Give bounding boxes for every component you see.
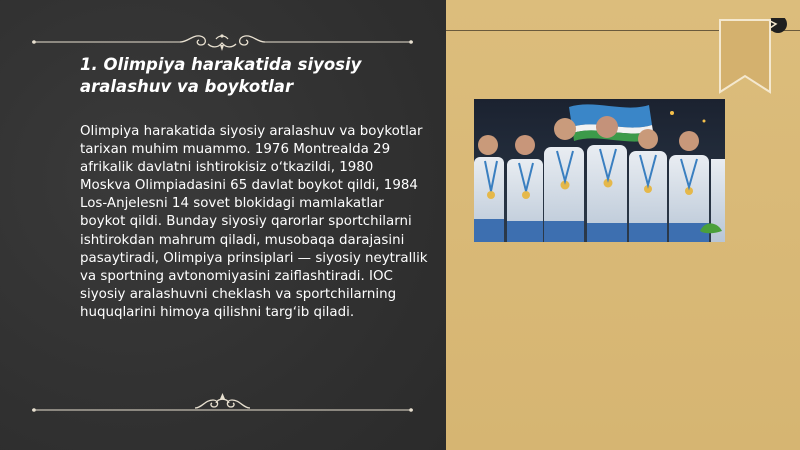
athletes-photo-image — [474, 99, 725, 242]
athletes-medals-photo — [474, 99, 725, 242]
scroll-divider-bottom-icon — [30, 391, 415, 413]
scroll-divider-top-icon — [30, 31, 415, 53]
bookmark-ribbon-icon — [718, 18, 790, 98]
slide-body: Olimpiya harakatida siyosiy aralashuv va boykotlar tarixan muhim muammo. 1976 Montrealda 29 afrikalik davlatni ishtirokisiz oʻtkazildi, 1980 Moskva Olimpiadasini 65 davlat boykot qildi, 1984 Los-Anjelesni 14 sovet blokidagi mamlakatlar boykot qildi. Bunday siyosiy qarorlar sportchilarni ishtirokdan mahrum qiladi, musobaqa darajasini pasaytiradi, Olimpiya prinsiplari — siyosiy neytrallik va sportning avtonomiyasini zaiflashtiradi. IOC siyosiy aralashuvni cheklash va sportchilarning huquqlarini himoya qilishni targʻib qiladi. — [80, 124, 428, 320]
slide-title: 1. Olimpiya harakatida siyosiy aralashuv va boykotlar — [80, 55, 362, 96]
